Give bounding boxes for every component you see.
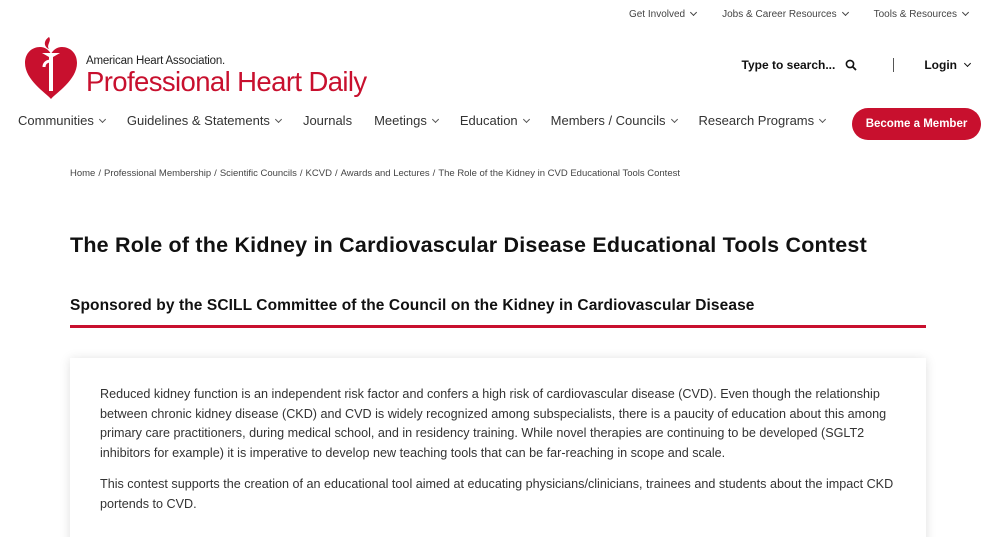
breadcrumb: Home / Professional Membership / Scientific Councils / KCVD / Awards and Lectures / The Role of the Kidney in CVD Educational Tools Contest [70, 168, 680, 179]
main-nav [18, 113, 825, 128]
chevron-down-icon [842, 9, 849, 16]
become-a-member-button[interactable]: Become a Member [852, 108, 981, 140]
heart-torch-logo-icon [22, 33, 80, 101]
nav-item-guidelines-statements[interactable] [127, 113, 281, 128]
chevron-down-icon [690, 9, 697, 16]
chevron-down-icon [99, 115, 106, 122]
page-subtitle: Sponsored by the SCILL Committee of the Council on the Kidney in Cardiovascular Disease [70, 297, 755, 314]
chevron-down-icon [670, 115, 677, 122]
login-label: Login [924, 58, 957, 72]
search-label: Type to search... [741, 58, 836, 72]
nav-item-label: Members / Councils [550, 113, 666, 128]
nav-item-journals[interactable] [303, 113, 352, 128]
breadcrumb-scientific-councils[interactable]: Scientific Councils [219, 168, 297, 179]
chevron-down-icon [819, 115, 826, 122]
utility-link-label: Get Involved [628, 8, 686, 20]
search-icon [845, 59, 857, 71]
breadcrumb-kcvd[interactable]: KCVD [305, 168, 332, 179]
login-button[interactable] [924, 58, 970, 72]
breadcrumb-awards-and-lectures[interactable]: Awards and Lectures [340, 168, 430, 179]
contest-paragraph: This contest supports the creation of an educational tool aimed at educating physicians/clinicians, trainees and students about the impact CKD portends to CVD. [100, 476, 894, 511]
content-card [70, 358, 926, 537]
breadcrumb-home[interactable]: Home [70, 168, 96, 179]
title-divider [70, 325, 926, 328]
header-divider [893, 58, 894, 72]
nav-item-label: Research Programs [698, 113, 815, 128]
header-actions [742, 58, 970, 72]
utility-link-label: Tools & Resources [873, 8, 957, 20]
breadcrumb-current-page: The Role of the Kidney in CVD Educational Tools Contest [438, 168, 680, 179]
site-logo[interactable] [22, 33, 367, 101]
nav-item-meetings[interactable] [374, 113, 438, 128]
jobs-career-resources-link[interactable] [722, 9, 848, 20]
nav-item-research-programs[interactable] [699, 113, 826, 128]
search-button[interactable] [742, 58, 858, 72]
nav-item-label: Meetings [374, 113, 427, 128]
page-title: The Role of the Kidney in Cardiovascular Disease Educational Tools Contest [70, 233, 867, 257]
chevron-down-icon [523, 115, 530, 122]
org-name: American Heart Association. [86, 55, 226, 67]
nav-item-education[interactable] [460, 113, 529, 128]
utility-link-label: Jobs & Career Resources [722, 8, 837, 20]
nav-item-communities[interactable] [18, 113, 105, 128]
intro-paragraph: Reduced kidney function is an independent risk factor and confers a high risk of cardiovascular disease (CVD). Even though the relationship between chronic kidney disease (CKD) and CVD is widely recognized among subspecialists, there is a paucity of education about this among primary care practitioners, during medical school, and in residency training. While novel therapies are continuing to be developed (SGLT2 inhibitors for example) it is imperative to develop new teaching tools that can be far-reaching in scope and scale. [100, 387, 887, 461]
nav-item-label: Communities [18, 113, 94, 128]
tools-resources-link[interactable] [874, 9, 968, 20]
breadcrumb-professional-membership[interactable]: Professional Membership [103, 168, 212, 179]
brand-name: Professional Heart Daily [86, 66, 367, 97]
chevron-down-icon [432, 115, 439, 122]
chevron-down-icon [275, 115, 282, 122]
nav-item-label: Guidelines & Statements [126, 113, 270, 128]
get-involved-link[interactable] [629, 9, 696, 20]
nav-item-members-councils[interactable] [551, 113, 677, 128]
utility-bar [629, 0, 1000, 28]
chevron-down-icon [964, 60, 971, 67]
nav-item-label: Education [459, 113, 518, 128]
chevron-down-icon [962, 9, 969, 16]
nav-item-label: Journals [302, 113, 353, 128]
